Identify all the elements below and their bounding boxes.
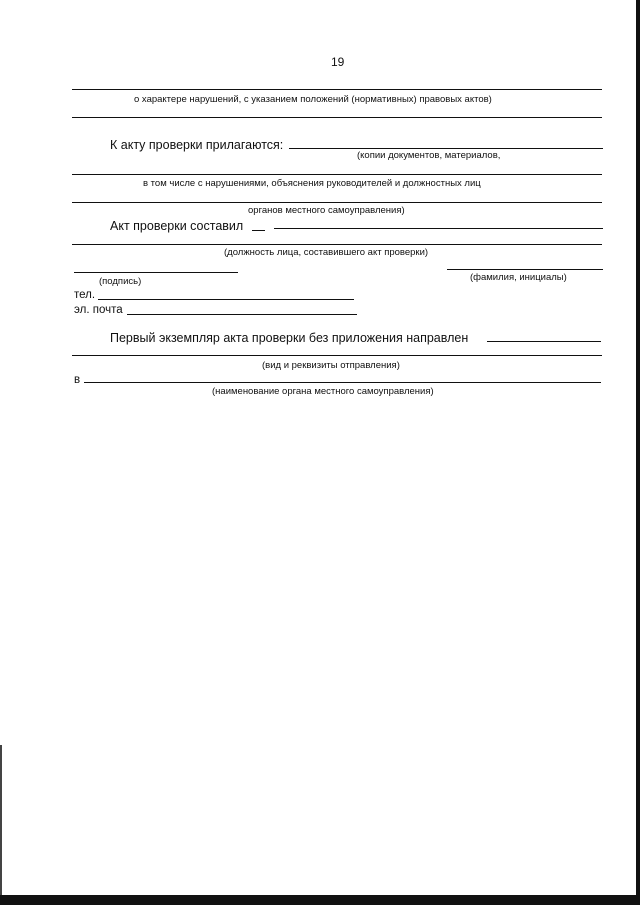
attachments-line-3[interactable] <box>72 202 602 203</box>
caption-copies: (копии документов, материалов, <box>357 150 501 161</box>
caption-local-authority-name: (наименование органа местного самоуправления) <box>212 386 434 397</box>
caption-position: (должность лица, составившего акт проверки) <box>224 247 429 258</box>
caption-including: в том числе с нарушениями, объяснения руководителей и должностных лиц <box>143 178 481 189</box>
phone-label: тел. <box>74 289 96 301</box>
page-number: 19 <box>331 55 345 69</box>
violations-line-top <box>72 89 602 90</box>
email-field-line[interactable] <box>127 314 357 315</box>
caption-name: (фамилия, инициалы) <box>470 272 567 283</box>
email-label: эл. почта <box>74 304 123 316</box>
to-label: в <box>74 374 81 386</box>
first-copy-line-2[interactable] <box>72 355 602 356</box>
caption-local-authorities: органов местного самоуправления) <box>248 205 405 216</box>
signature-line[interactable] <box>74 272 238 273</box>
attachments-field-line[interactable] <box>289 148 603 149</box>
attachments-line-2[interactable] <box>72 174 602 175</box>
first-copy-field-line[interactable] <box>487 341 601 342</box>
caption-violations: о характере нарушений, с указанием положений (нормативных) правовых актов) <box>134 94 492 105</box>
scan-edge-left <box>0 745 2 895</box>
compiled-short-line <box>252 230 265 231</box>
violations-line-bottom <box>72 117 602 118</box>
caption-dispatch: (вид и реквизиты отправления) <box>262 360 400 371</box>
compiled-label: Акт проверки составил <box>110 219 244 233</box>
to-field-line[interactable] <box>84 382 601 383</box>
first-copy-label: Первый экземпляр акта проверки без приложения направлен <box>110 331 469 345</box>
attachments-label: К акту проверки прилагаются: <box>110 138 284 152</box>
name-line[interactable] <box>447 269 603 270</box>
compiled-field-line[interactable] <box>274 228 603 229</box>
scan-edge-right <box>636 0 640 905</box>
caption-signature: (подпись) <box>99 276 142 287</box>
phone-field-line[interactable] <box>98 299 354 300</box>
compiled-line-2[interactable] <box>72 244 602 245</box>
scan-edge-bottom <box>0 895 640 905</box>
